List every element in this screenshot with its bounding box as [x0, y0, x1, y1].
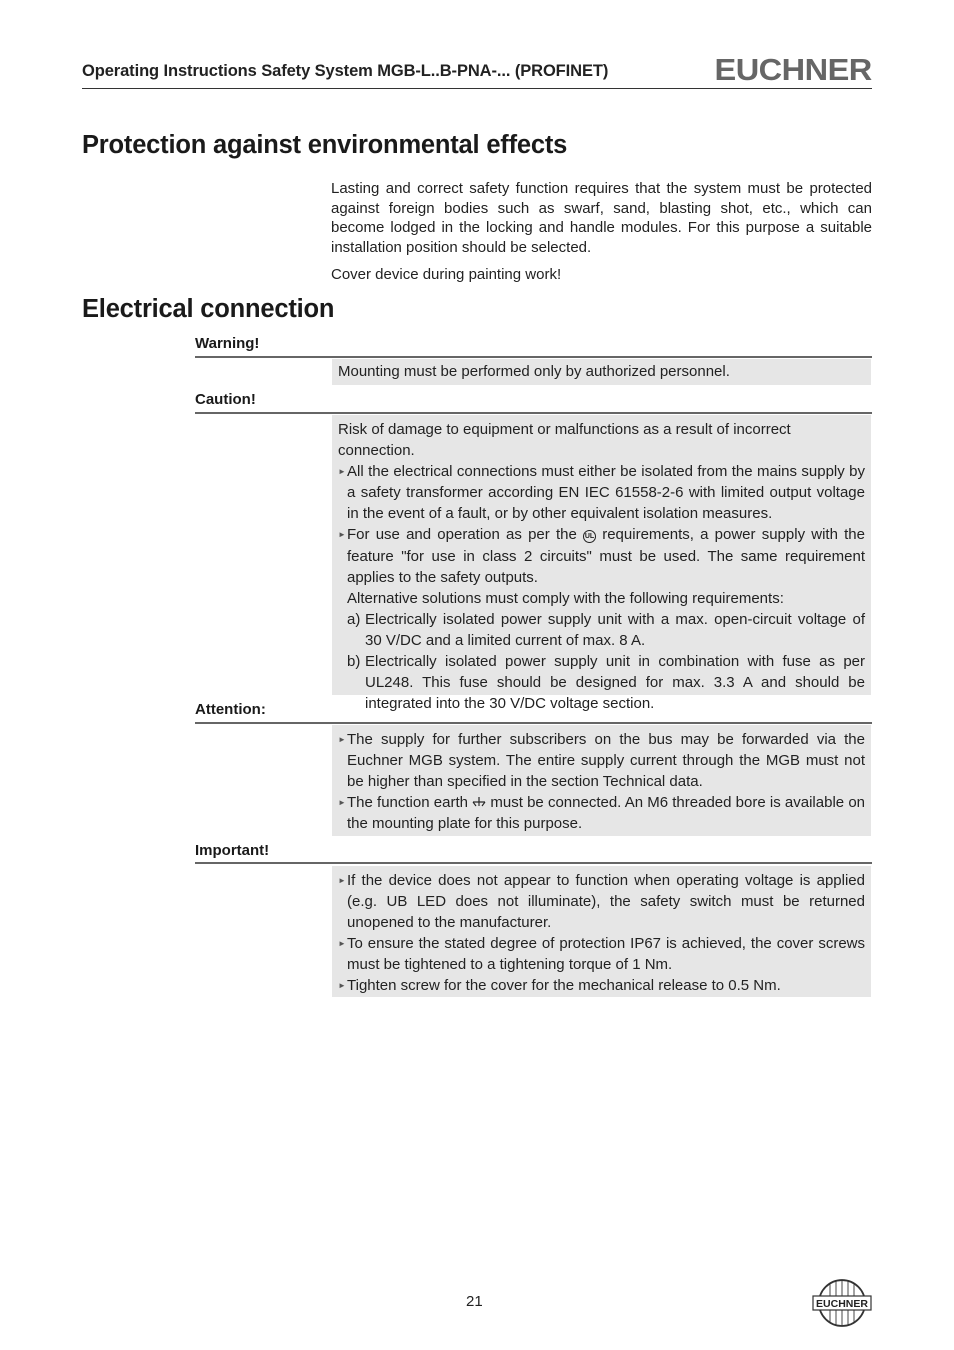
bullet-arrow-icon: ►: [338, 735, 346, 744]
section-title-environment: Protection against environmental effects: [82, 131, 568, 159]
warning-text: Mounting must be performed only by authorized personnel.: [338, 363, 730, 380]
svg-text:EUCHNER: EUCHNER: [816, 1298, 868, 1310]
bullet-arrow-icon: ►: [338, 939, 346, 949]
attention-bullet-supply: ► The supply for further subscribers on the bus may be forwarded via the Euchner MGB system. The entire supply current through the MGB must not be higher than specified in the section Technical data.: [338, 731, 865, 791]
bullet-arrow-icon: ►: [338, 876, 346, 885]
caution-intro: Risk of damage to equipment or malfunctions as a result of incorrect connection.: [338, 421, 791, 460]
attention-bullet-earth: ► The function earth must be connected. An M6 threaded bore is available on the mounting plate for this purpose.: [338, 794, 865, 833]
euchner-footer-logo: [812, 1278, 872, 1328]
attention-label: Attention:: [195, 701, 266, 718]
caution-bullet-ul: ► For use and operation as per the UL requirements, a power supply with the feature "for use in class 2 circuits" must be used. The same requirement applies to the safety outputs.: [338, 526, 865, 586]
caution-bullet-isolation: ► All the electrical connections must either be isolated from the mains supply by a safety transformer according EN IEC 61558-2-6 with limited output voltage in the event of a fault, or by other equivalent isolation measures.: [338, 463, 865, 523]
document-title: Operating Instructions Safety System MGB-L..B-PNA-... (PROFINET): [82, 62, 609, 80]
section-title-electrical: Electrical connection: [82, 295, 335, 323]
attention-box: [332, 725, 871, 836]
important-divider: [195, 862, 872, 864]
important-bullet-release-screw: ► Tighten screw for the cover for the mechanical release to 0.5 Nm.: [338, 975, 865, 996]
caution-item-b: b) Electrically isolated power supply unit in combination with fuse as per UL248. This fuse should be designed for max. 3.3 A and should be integrated into the 30 V/DC voltage section.: [347, 653, 865, 713]
brand-logo: EUCHNER: [714, 52, 872, 87]
bullet-arrow-icon: ►: [338, 981, 346, 991]
page-number: 21: [466, 1293, 483, 1310]
painting-note: Cover device during painting work!: [331, 266, 562, 283]
important-box: [332, 866, 871, 997]
bullet-arrow-icon: ►: [338, 467, 346, 477]
page-header: [82, 52, 872, 89]
warning-label: Warning!: [195, 335, 260, 352]
environment-paragraph: Lasting and correct safety function requires that the system must be protected against foreign bodies such as swarf, sand, blasting shot, etc., which can become lodged in the locking and handle modules. For this purpose a suitable installation position should be selected.: [331, 180, 872, 256]
function-earth-icon: [472, 796, 486, 808]
caution-box: [332, 415, 871, 713]
attention-divider: [195, 722, 872, 724]
caution-label: Caution!: [195, 391, 256, 408]
important-label: Important!: [195, 842, 270, 859]
important-bullet-ip67: ► To ensure the stated degree of protection IP67 is achieved, the cover screws must be tightened to a tightening torque of 1 Nm.: [338, 935, 865, 974]
caution-item-a: a) Electrically isolated power supply unit with a max. open-circuit voltage of 30 V/DC and a limited current of max. 8 A.: [347, 610, 865, 649]
caution-alternatives: Alternative solutions must comply with the following requirements:: [347, 589, 784, 607]
bullet-arrow-icon: ►: [338, 530, 346, 540]
environment-body: [331, 179, 872, 285]
warning-divider: [195, 356, 872, 358]
bullet-arrow-icon: ►: [338, 798, 346, 808]
warning-box: [332, 359, 871, 385]
ul-certification-icon: UL: [583, 530, 596, 543]
caution-divider: [195, 412, 872, 414]
important-bullet-return: ► If the device does not appear to function when operating voltage is applied (e.g. UB LED does not illuminate), the safety switch must be returned unopened to the manufacturer.: [338, 872, 865, 932]
